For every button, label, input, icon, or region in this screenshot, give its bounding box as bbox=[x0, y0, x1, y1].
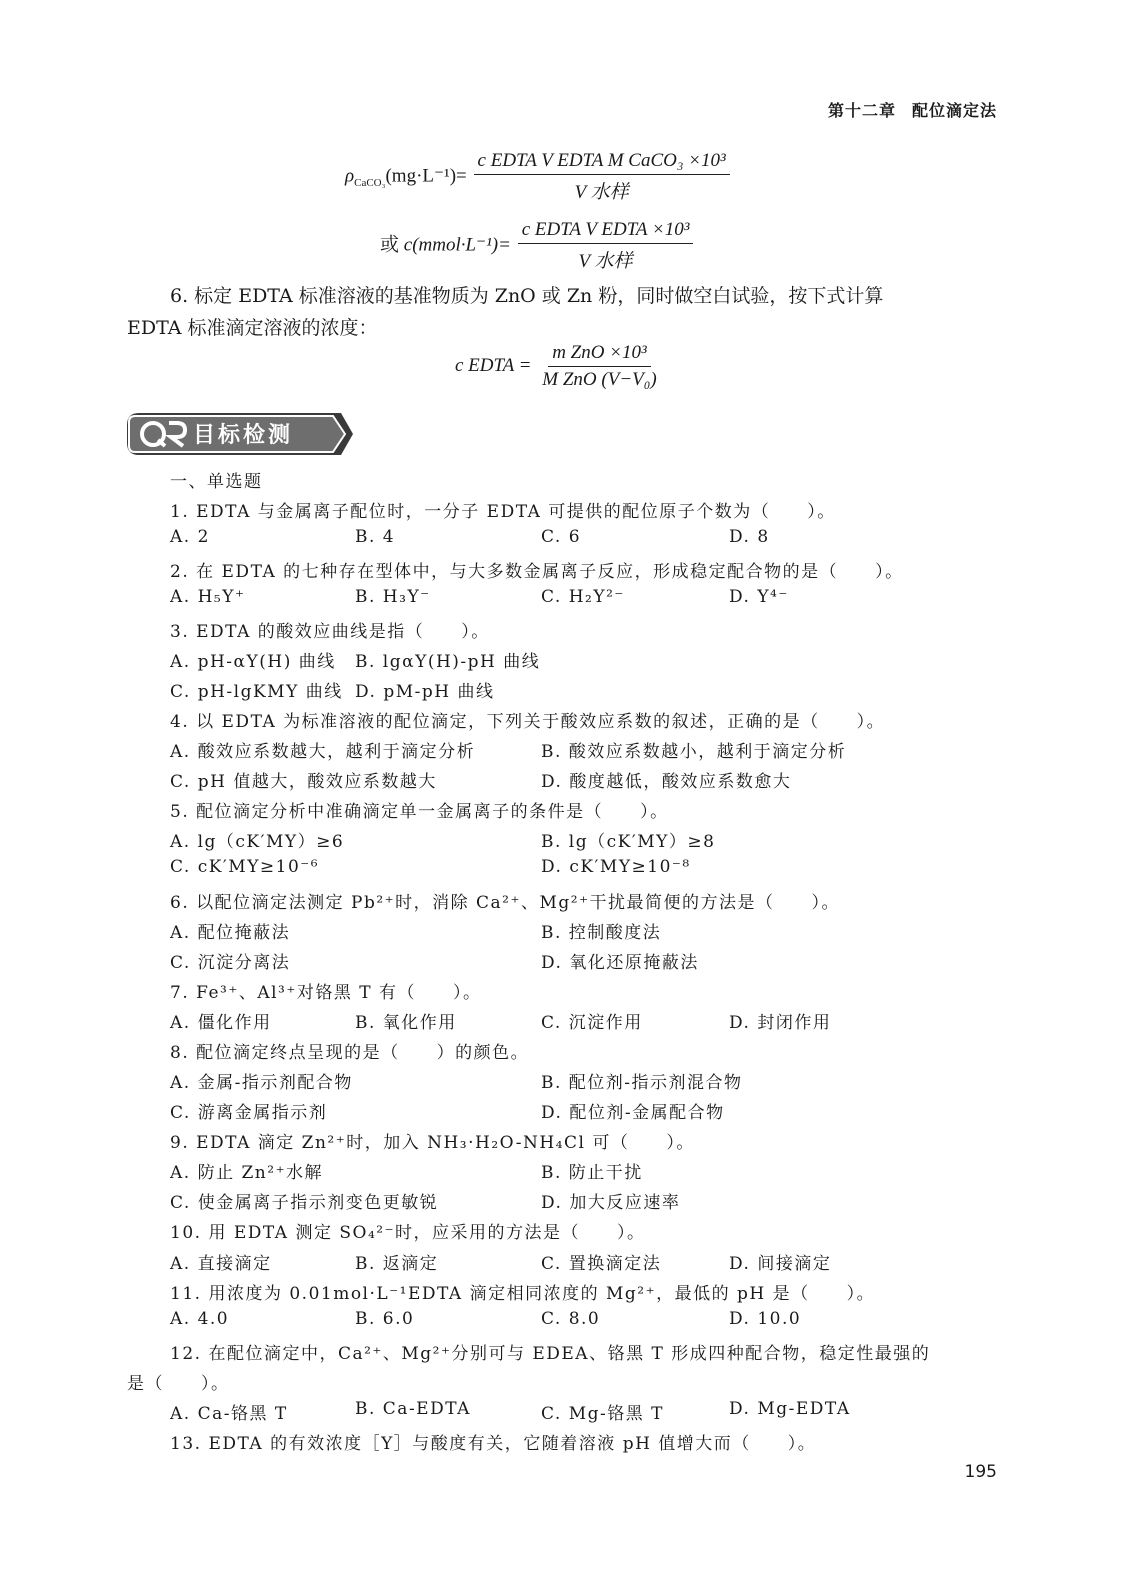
q8-option-d: D. 配位剂-金属配合物 bbox=[541, 1103, 725, 1123]
formula1-numerator: c EDTA V EDTA M CaCO₃ ×10³ bbox=[474, 150, 730, 175]
q10-option-b: B. 返滴定 bbox=[355, 1254, 439, 1274]
q4-option-d: D. 酸度越低，酸效应系数愈大 bbox=[541, 772, 792, 792]
q8-option-c: C. 游离金属指示剂 bbox=[170, 1103, 328, 1123]
question-10: 10. 用 EDTA 测定 SO₄²⁻时，应采用的方法是（ ）。 bbox=[170, 1223, 646, 1243]
q1-option-d: D. 8 bbox=[729, 527, 770, 547]
formula3-numerator: m ZnO ×10³ bbox=[548, 342, 651, 367]
q3-option-a: A. pH-αY(H) 曲线 bbox=[170, 652, 336, 672]
q4-option-c: C. pH 值越大，酸效应系数越大 bbox=[170, 772, 437, 792]
formula-caco3-molar bbox=[380, 219, 695, 273]
question-12-continuation: 是（ ）。 bbox=[127, 1374, 230, 1394]
q6-option-b: B. 控制酸度法 bbox=[541, 923, 662, 943]
formula2-lhs: c(mmol·L⁻¹)= bbox=[403, 234, 511, 256]
question-4: 4. 以 EDTA 为标准溶液的配位滴定，下列关于酸效应系数的叙述，正确的是（ ）。 bbox=[170, 712, 886, 732]
question-6: 6. 以配位滴定法测定 Pb²⁺时，消除 Ca²⁺、Mg²⁺干扰最简便的方法是（ ）。 bbox=[170, 893, 841, 913]
q8-option-b: B. 配位剂-指示剂混合物 bbox=[541, 1073, 743, 1093]
q12-option-d: D. Mg-EDTA bbox=[729, 1399, 851, 1419]
q9-option-c: C. 使金属离子指示剂变色更敏锐 bbox=[170, 1193, 439, 1213]
section-title: 一、单选题 bbox=[170, 472, 263, 492]
formula2-numerator: c EDTA V EDTA ×10³ bbox=[518, 219, 694, 244]
q5-option-d: D. cK′MY≥10⁻⁸ bbox=[541, 857, 691, 877]
question-12: 12. 在配位滴定中，Ca²⁺、Mg²⁺分别可与 EDEA、铬黑 T 形成四种配合物，稳定性最强的 bbox=[170, 1344, 931, 1364]
q11-option-b: B. 6.0 bbox=[355, 1309, 415, 1329]
q2-option-d: D. Y⁴⁻ bbox=[729, 587, 789, 607]
question-8: 8. 配位滴定终点呈现的是（ ）的颜色。 bbox=[170, 1043, 530, 1063]
q7-option-c: C. 沉淀作用 bbox=[541, 1013, 643, 1033]
formula2-fraction bbox=[518, 219, 694, 273]
paragraph-6-line1: 6. 标定 EDTA 标准溶液的基准物质为 ZnO 或 Zn 粉，同时做空白试验，按下式计算 bbox=[170, 285, 884, 307]
q3-option-d: D. pM-pH 曲线 bbox=[355, 682, 495, 702]
question-9: 9. EDTA 滴定 Zn²⁺时，加入 NH₃·H₂O-NH₄Cl 可（ ）。 bbox=[170, 1133, 695, 1153]
q6-option-a: A. 配位掩蔽法 bbox=[170, 923, 291, 943]
formula2-prefix: 或 bbox=[380, 234, 400, 256]
paragraph-6 bbox=[127, 280, 997, 344]
formula1-unit: (mg·L⁻¹)= bbox=[385, 165, 467, 187]
q1-option-b: B. 4 bbox=[355, 527, 396, 547]
q4-option-b: B. 酸效应系数越小，越利于滴定分析 bbox=[541, 742, 847, 762]
formula3-lhs: c EDTA = bbox=[455, 354, 532, 376]
q11-option-c: C. 8.0 bbox=[541, 1309, 601, 1329]
running-header bbox=[828, 98, 997, 121]
formula-caco3-mass bbox=[345, 150, 732, 204]
q10-option-d: D. 间接滴定 bbox=[729, 1254, 832, 1274]
question-7: 7. Fe³⁺、Al³⁺对铬黑 T 有（ ）。 bbox=[170, 983, 482, 1003]
question-3: 3. EDTA 的酸效应曲线是指（ ）。 bbox=[170, 622, 490, 642]
section-banner bbox=[125, 411, 355, 457]
q7-option-d: D. 封闭作用 bbox=[729, 1013, 832, 1033]
chapter-number: 第十二章 bbox=[827, 101, 896, 120]
question-2: 2. 在 EDTA 的七种存在型体中，与大多数金属离子反应，形成稳定配合物的是（ ）。 bbox=[170, 562, 904, 582]
q7-option-b: B. 氧化作用 bbox=[355, 1013, 457, 1033]
question-13: 13. EDTA 的有效浓度［Y］与酸度有关，它随着溶液 pH 值增大而（ ）。 bbox=[170, 1434, 817, 1454]
formula-edta-concentration bbox=[455, 342, 663, 391]
q2-option-c: C. H₂Y²⁻ bbox=[541, 587, 625, 607]
q11-option-a: A. 4.0 bbox=[170, 1309, 230, 1329]
q1-option-a: A. 2 bbox=[170, 527, 210, 547]
q9-option-a: A. 防止 Zn²⁺水解 bbox=[170, 1163, 324, 1183]
formula1-fraction bbox=[474, 150, 730, 204]
q9-option-d: D. 加大反应速率 bbox=[541, 1193, 681, 1213]
q2-option-a: A. H₅Y⁺ bbox=[170, 587, 246, 607]
q3-option-c: C. pH-lgKMY 曲线 bbox=[170, 682, 343, 702]
rho-symbol: ρ bbox=[345, 165, 355, 187]
q6-option-c: C. 沉淀分离法 bbox=[170, 953, 291, 973]
question-5: 5. 配位滴定分析中准确滴定单一金属离子的条件是（ ）。 bbox=[170, 802, 669, 822]
chapter-title: 配位滴定法 bbox=[911, 101, 997, 120]
formula2-denominator: V 水样 bbox=[578, 251, 633, 272]
formula3-fraction bbox=[538, 342, 660, 391]
formula1-denominator: V 水样 bbox=[574, 182, 629, 203]
q6-option-d: D. 氧化还原掩蔽法 bbox=[541, 953, 699, 973]
q10-option-a: A. 直接滴定 bbox=[170, 1254, 272, 1274]
question-1: 1. EDTA 与金属离子配位时，一分子 EDTA 可提供的配位原子个数为（ ）。 bbox=[170, 502, 836, 522]
paragraph-6-line2: EDTA 标准滴定溶液的浓度： bbox=[127, 317, 378, 339]
q2-option-b: B. H₃Y⁻ bbox=[355, 587, 431, 607]
q4-option-a: A. 酸效应系数越大，越利于滴定分析 bbox=[170, 742, 476, 762]
q1-option-c: C. 6 bbox=[541, 527, 582, 547]
rho-subscript: CaCO₃ bbox=[354, 177, 386, 190]
q5-option-c: C. cK′MY≥10⁻⁶ bbox=[170, 857, 320, 877]
q11-option-d: D. 10.0 bbox=[729, 1309, 802, 1329]
q5-option-b: B. lg（cK′MY）≥8 bbox=[541, 832, 716, 852]
banner-title: 目标检测 bbox=[193, 423, 294, 448]
q10-option-c: C. 置换滴定法 bbox=[541, 1254, 662, 1274]
question-11: 11. 用浓度为 0.01mol·L⁻¹EDTA 滴定相同浓度的 Mg²⁺，最低的 pH 是（ ）。 bbox=[170, 1284, 876, 1304]
q9-option-b: B. 防止干扰 bbox=[541, 1163, 643, 1183]
q5-option-a: A. lg（cK′MY）≥6 bbox=[170, 832, 345, 852]
q8-option-a: A. 金属-指示剂配合物 bbox=[170, 1073, 353, 1093]
q3-option-b: B. lgαY(H)-pH 曲线 bbox=[355, 652, 541, 672]
page-number: 195 bbox=[964, 1462, 997, 1482]
q12-option-b: B. Ca-EDTA bbox=[355, 1399, 471, 1419]
q12-option-a: A. Ca-铬黑 T bbox=[170, 1404, 288, 1424]
q12-option-c: C. Mg-铬黑 T bbox=[541, 1404, 664, 1424]
q7-option-a: A. 僵化作用 bbox=[170, 1013, 272, 1033]
formula3-denominator: M ZnO (V−V₀) bbox=[542, 369, 657, 390]
